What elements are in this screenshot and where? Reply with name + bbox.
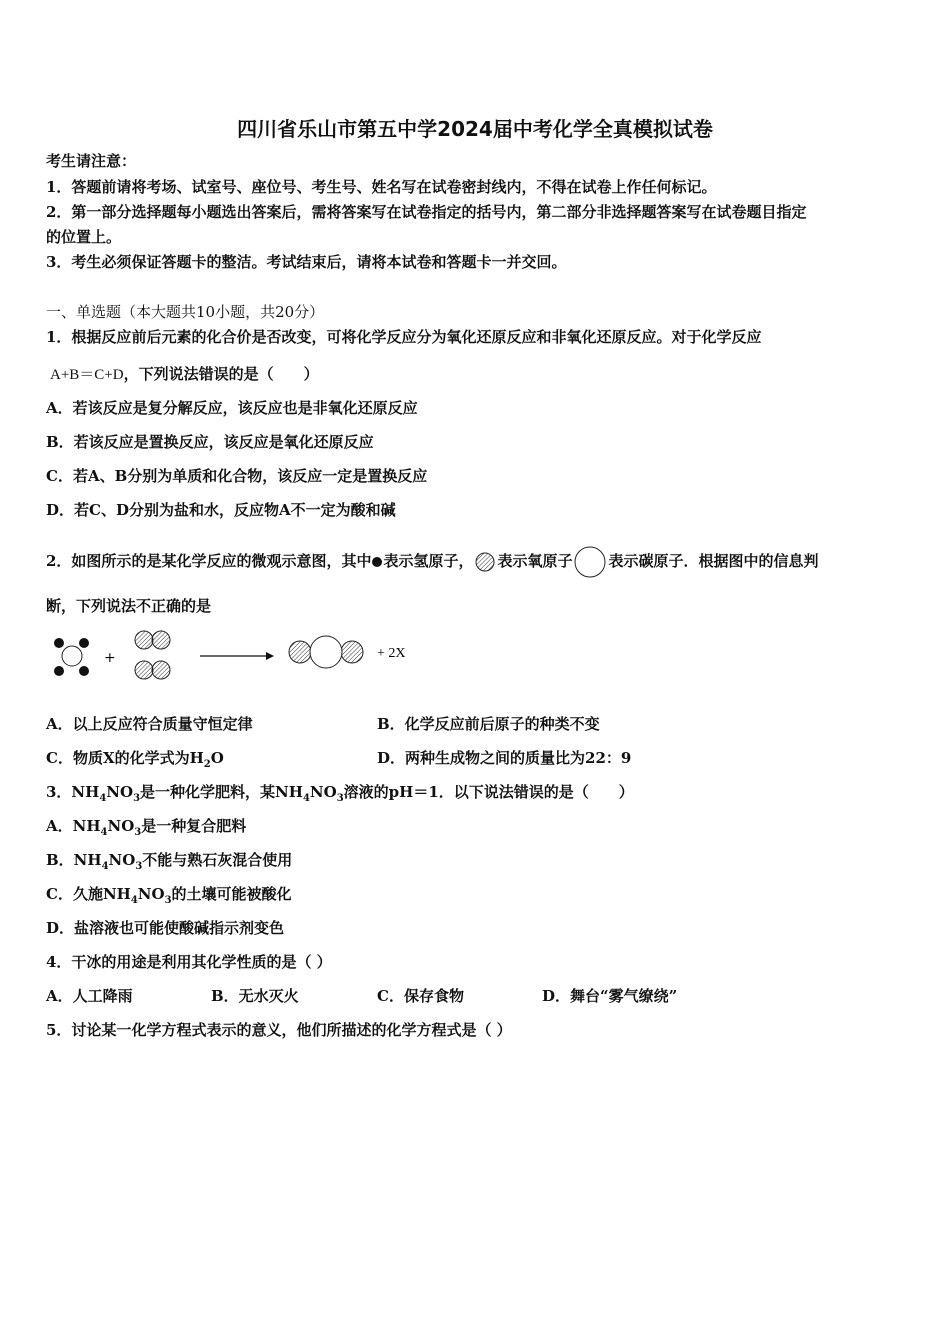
q4-stem: 4．干冰的用途是利用其化学性质的是（ ）	[46, 953, 332, 971]
q4-option-d: D．舞台“雾气缭绕”	[542, 987, 678, 1005]
q1-option-c: C．若A、B分别为单质和化合物，该反应一定是置换反应	[46, 467, 428, 485]
reaction-diagram	[46, 624, 446, 686]
co2-molecule	[289, 636, 363, 668]
notice-item-3: 3．考生必须保证答题卡的整洁。考试结束后，请将本试卷和答题卡一并交回。	[46, 253, 567, 271]
q3-option-d: D．盐溶液也可能使酸碱指示剂变色	[46, 919, 285, 937]
q1-option-d: D．若C、D分别为盐和水，反应物A不一定为酸和碱	[46, 501, 396, 519]
q1-stem: 1．根据反应前后元素的化合价是否改变，可将化学反应分为氧化还原反应和非氧化还原反应。对于化学反应	[46, 328, 762, 346]
q2-stem-b: 表示氢原子，	[383, 552, 474, 570]
q2-option-b: B．化学反应前后原子的种类不变	[377, 715, 600, 733]
notice-item-2: 2．第一部分选择题每小题选出答案后，需将答案写在试卷指定的括号内，第二部分非选择题答案写在试卷题目指定	[46, 203, 807, 221]
notice-heading: 考生请注意：	[46, 152, 137, 170]
notice-item-2-cont: 的位置上。	[46, 228, 122, 246]
q2-stem-d: 表示碳原子．根据图中的信息判	[608, 552, 819, 570]
q2-option-d: D．两种生成物之间的质量比为22：9	[377, 749, 632, 767]
q3-option-b: B．$NH_4NO_3$不能与熟石灰混合使用	[46, 851, 293, 872]
q4-option-a: A．人工降雨	[46, 987, 133, 1005]
q5-stem: 5．讨论某一化学方程式表示的意义，他们所描述的化学方程式是（ ）	[46, 1021, 512, 1039]
q1-option-b: B．若该反应是置换反应，该反应是氧化还原反应	[46, 433, 374, 451]
reaction-arrow	[200, 652, 274, 660]
q1-formula: A+B＝C+D	[50, 367, 124, 383]
q2-option-a: A．以上反应符合质量守恒定律	[46, 715, 253, 733]
q2-stem-c: 表示氧原子	[497, 552, 573, 570]
q2-stem-line2: 断，下列说法不正确的是	[46, 597, 212, 615]
q1-option-a: A．若该反应是复分解反应，该反应也是非氧化还原反应	[46, 399, 418, 417]
q4-option-b: B．无水灭火	[211, 987, 299, 1005]
q2-stem-a: 2．如图所示的是某化学反应的微观示意图，其中	[46, 552, 372, 570]
oxygen-atom-icon	[473, 551, 497, 573]
plus-2x-label: + 2X	[377, 646, 406, 661]
q3-option-a: A．$NH_4NO_3$是一种复合肥料	[46, 817, 247, 838]
plus-sign: +	[104, 650, 116, 666]
page-title: 四川省乐山市第五中学2024届中考化学全真模拟试卷	[237, 117, 713, 141]
carbon-atom-icon	[572, 546, 608, 578]
q3-stem: 3．$NH_4NO_3$是一种化学肥料，某$NH_4NO_3$溶液的pH＝1．以下说法错误的是（ ）	[46, 783, 634, 804]
oxygen-molecules	[135, 631, 170, 679]
q1-stem-line2	[50, 364, 319, 385]
hydrogen-atom-icon	[371, 556, 383, 568]
q2-stem	[46, 546, 819, 578]
q1-stem-tail: ，下列说法错误的是（ ）	[123, 365, 319, 383]
section-heading: 一、单选题（本大题共10小题，共20分）	[46, 303, 325, 321]
q2-option-c: C．物质X的化学式为$H_2O$	[46, 749, 224, 770]
notice-item-1: 1．答题前请将考场、试室号、座位号、考生号、姓名写在试卷密封线内，不得在试卷上作任何标记。	[46, 178, 717, 196]
q3-option-c: C．久施$NH_4NO_3$的土壤可能被酸化	[46, 885, 292, 906]
q4-option-c: C．保存食物	[377, 987, 464, 1005]
methane-molecule	[54, 638, 89, 676]
